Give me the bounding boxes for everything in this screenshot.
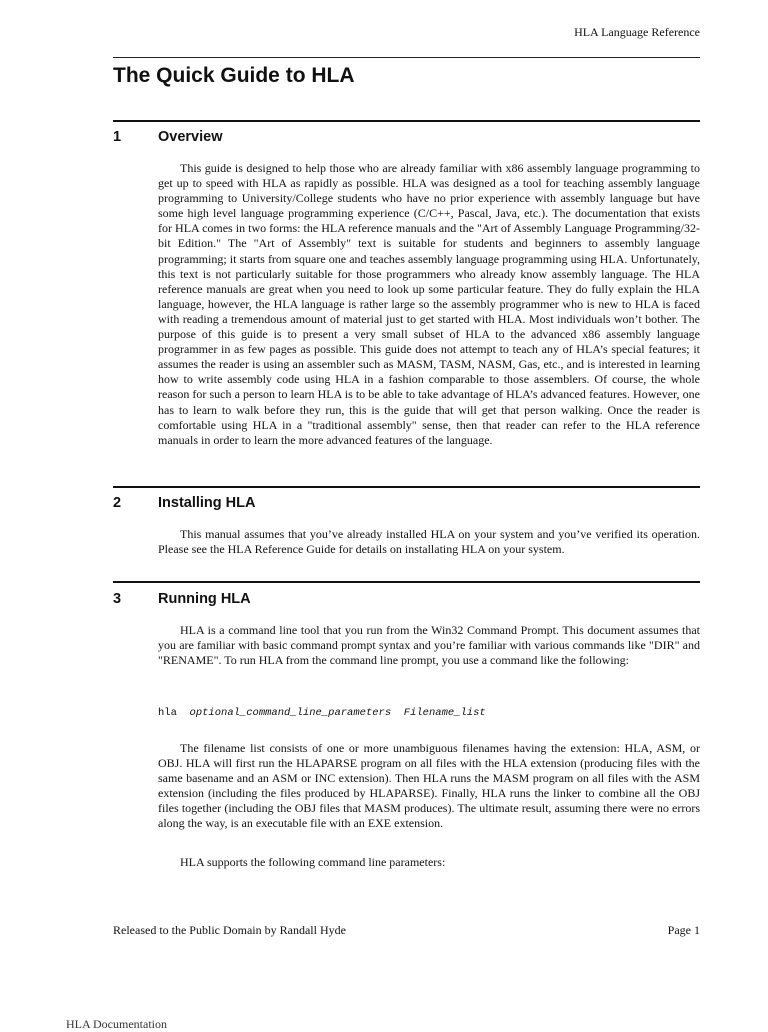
section-title: Running HLA (158, 591, 251, 607)
paragraph: HLA is a command line tool that you run from the Win32 Command Prompt. This document assumes that you are familiar with basic command prompt syntax and you’re familiar with various commands like "DIR" and "RENAME". To run HLA from the command line prompt, you use a command like the following: (158, 623, 700, 668)
command-files: Filename_list (403, 707, 486, 719)
footer-credit: Released to the Public Domain by Randall Hyde (113, 923, 346, 937)
paragraph: The filename list consists of one or more unambiguous filenames having the extension: HLA, ASM, or OBJ. HLA will first run the HLAPARSE program on all files with the HLA extension (producing files with the same basename and an ASM or INC extension). Then HLA runs the MASM program on all files with the ASM extension (including the files produced by HLAPARSE). Finally, HLA runs the linker to combine all the OBJ files together (including the OBJ files that MASM produces). The ultimate result, assuming there were no errors along the way, is an executable file with an EXE extension. (158, 741, 700, 831)
command-name: hla (158, 707, 177, 719)
page-title: The Quick Guide to HLA (113, 64, 355, 87)
next-page-header-fragment: HLA Documentation (66, 1017, 167, 1031)
section-number: 2 (113, 495, 122, 511)
section-title: Installing HLA (158, 495, 256, 511)
paragraph: This guide is designed to help those who are already familiar with x86 assembly language programming to get up to speed with HLA as rapidly as possible. HLA was designed as a tool for teaching assembly language programming to University/College students who have no prior experience with assembly language but have some high level language programming experience (C/C++, Pascal, Java, etc.). The documentation that exists for HLA comes in two forms: the HLA reference manuals and the "Art of Assembly Language Programming/32-bit Edition." The "Art of Assembly" text is suitable for students and beginners to assembly language programming; it starts from square one and teaches assembly language programming using HLA. Unfortunately, this text is not particularly suitable for those programmers who already know assembly language. The HLA reference manuals are great when you need to look up some particular feature. They do fully explain the HLA language, however, the HLA language is rather large so the assembly programmer who is new to HLA is faced with reading a tremendous amount of material just to get started with HLA. Most individuals won’t bother. The purpose of this guide is to present a very small subset of HLA to the advanced x86 assembly language programmer in as few pages as possible. This guide does not attempt to teach any of HLA’s special features; it assumes the reader is using an assembler such as MASM, TASM, NASM, Gas, etc., and is interested in learning how to write assembly code using HLA in a fashion comparable to those assemblers. Of course, the whole reason for such a person to learn HLA is to be able to take advantage of HLA’s advanced features. However, one has to learn to walk before they run, this is the guide that will get that person walking. Once the reader is comfortable using HLA in a "traditional assembly" sense, then that reader can refer to the HLA reference manuals in order to learn the more advanced features of the language. (158, 161, 700, 447)
running-header: HLA Language Reference (574, 25, 700, 39)
footer-page-number: Page 1 (667, 923, 700, 937)
section-rule (113, 486, 700, 488)
paragraph: HLA supports the following command line parameters: (180, 855, 446, 869)
paragraph: This manual assumes that you’ve already installed HLA on your system and you’ve verified its operation. Please see the HLA Reference Guide for details on installating HLA on your system. (158, 527, 700, 557)
section-number: 3 (113, 591, 122, 607)
section-title: Overview (158, 129, 223, 145)
header-rule (113, 57, 700, 58)
section-rule (113, 120, 700, 122)
section-number: 1 (113, 129, 122, 145)
command-params: optional_command_line_parameters (189, 707, 392, 719)
section-rule (113, 581, 700, 583)
command-example (158, 706, 486, 720)
